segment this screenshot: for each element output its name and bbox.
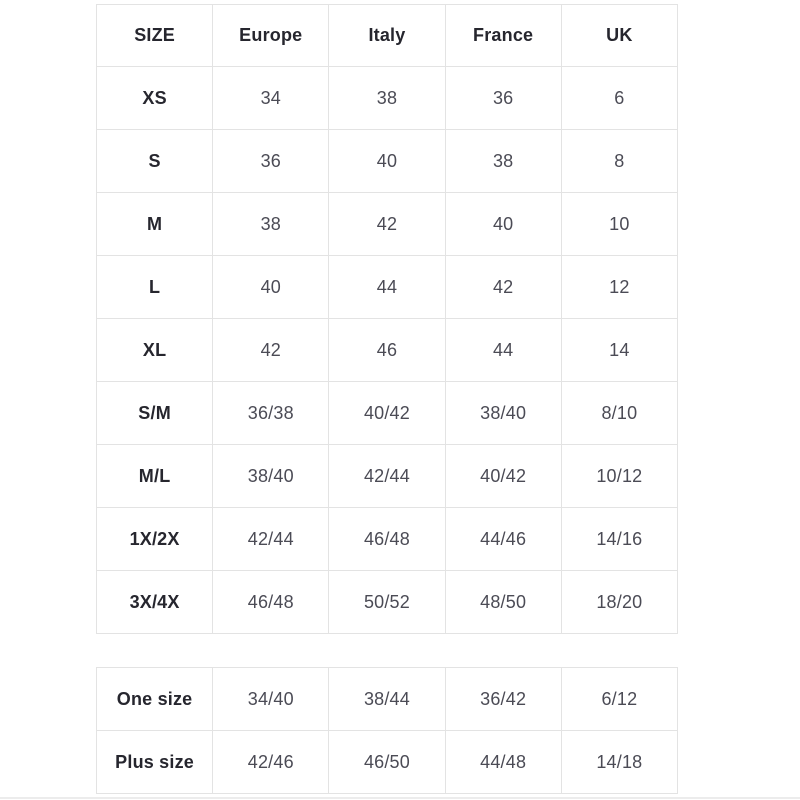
- value-cell: 34: [213, 67, 329, 130]
- size-label-cell: S: [97, 130, 213, 193]
- value-cell: 40/42: [329, 382, 445, 445]
- value-cell: 44: [445, 319, 561, 382]
- value-cell: 6: [561, 67, 677, 130]
- value-cell: 40: [445, 193, 561, 256]
- table-row-l: [97, 256, 678, 319]
- size-label-cell: XL: [97, 319, 213, 382]
- table-row-s: [97, 130, 678, 193]
- value-cell: 44/48: [445, 731, 561, 794]
- size-label-cell: 1X/2X: [97, 508, 213, 571]
- value-cell: 18/20: [561, 571, 677, 634]
- size-label-cell: XS: [97, 67, 213, 130]
- header-row: [97, 5, 678, 67]
- value-cell: 38: [213, 193, 329, 256]
- value-cell: 8: [561, 130, 677, 193]
- size-label-cell: L: [97, 256, 213, 319]
- value-cell: 38: [445, 130, 561, 193]
- table-row-3x-4x: [97, 571, 678, 634]
- value-cell: 46/50: [329, 731, 445, 794]
- value-cell: 42/46: [213, 731, 329, 794]
- column-header-size: SIZE: [97, 5, 213, 67]
- value-cell: 34/40: [213, 668, 329, 731]
- special-sizes-table: [96, 667, 678, 794]
- value-cell: 40/42: [445, 445, 561, 508]
- value-cell: 44/46: [445, 508, 561, 571]
- table-row-m: [97, 193, 678, 256]
- size-label-cell: One size: [97, 668, 213, 731]
- value-cell: 12: [561, 256, 677, 319]
- value-cell: 42: [213, 319, 329, 382]
- value-cell: 14/18: [561, 731, 677, 794]
- value-cell: 38/44: [329, 668, 445, 731]
- table-row-xs: [97, 67, 678, 130]
- size-label-cell: M: [97, 193, 213, 256]
- value-cell: 40: [213, 256, 329, 319]
- table-row-xl: [97, 319, 678, 382]
- value-cell: 46/48: [213, 571, 329, 634]
- value-cell: 40: [329, 130, 445, 193]
- value-cell: 36/38: [213, 382, 329, 445]
- value-cell: 46: [329, 319, 445, 382]
- value-cell: 46/48: [329, 508, 445, 571]
- table-row-plus-size: [97, 731, 678, 794]
- value-cell: 48/50: [445, 571, 561, 634]
- value-cell: 44: [329, 256, 445, 319]
- value-cell: 36: [445, 67, 561, 130]
- value-cell: 42/44: [213, 508, 329, 571]
- table-row-s-m: [97, 382, 678, 445]
- value-cell: 42: [329, 193, 445, 256]
- value-cell: 42: [445, 256, 561, 319]
- value-cell: 14: [561, 319, 677, 382]
- value-cell: 6/12: [561, 668, 677, 731]
- table-row-m-l: [97, 445, 678, 508]
- value-cell: 38: [329, 67, 445, 130]
- value-cell: 38/40: [213, 445, 329, 508]
- value-cell: 36/42: [445, 668, 561, 731]
- column-header-france: France: [445, 5, 561, 67]
- column-header-italy: Italy: [329, 5, 445, 67]
- value-cell: 50/52: [329, 571, 445, 634]
- size-label-cell: S/M: [97, 382, 213, 445]
- value-cell: 14/16: [561, 508, 677, 571]
- size-label-cell: 3X/4X: [97, 571, 213, 634]
- column-header-europe: Europe: [213, 5, 329, 67]
- size-conversion-table: [96, 4, 678, 634]
- value-cell: 42/44: [329, 445, 445, 508]
- value-cell: 8/10: [561, 382, 677, 445]
- size-label-cell: M/L: [97, 445, 213, 508]
- size-label-cell: Plus size: [97, 731, 213, 794]
- table-row-one-size: [97, 668, 678, 731]
- value-cell: 10/12: [561, 445, 677, 508]
- bottom-divider: [0, 797, 800, 799]
- value-cell: 36: [213, 130, 329, 193]
- column-header-uk: UK: [561, 5, 677, 67]
- value-cell: 10: [561, 193, 677, 256]
- value-cell: 38/40: [445, 382, 561, 445]
- table-row-1x-2x: [97, 508, 678, 571]
